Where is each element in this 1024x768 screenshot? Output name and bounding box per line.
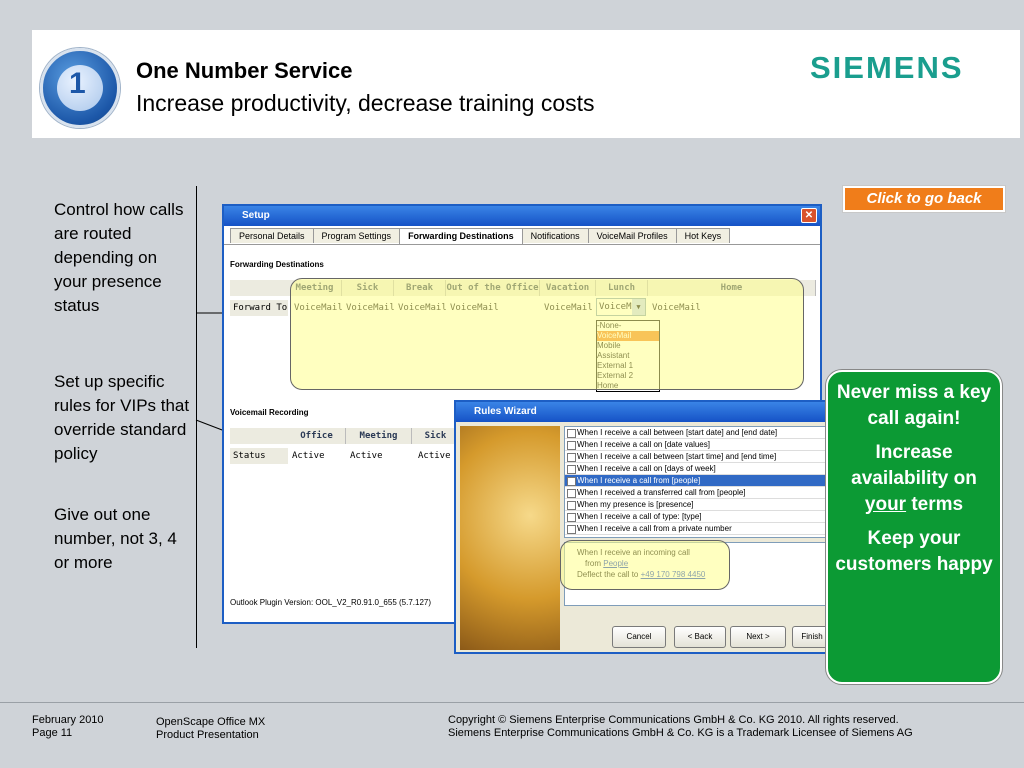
benefits-box <box>826 370 1002 684</box>
rules-wizard-window <box>454 400 834 654</box>
vm-status-sick[interactable]: Active <box>418 451 451 461</box>
benefit-availability: Increase availability on your terms <box>851 442 977 515</box>
tab-hot-keys[interactable]: Hot Keys <box>676 228 731 243</box>
vm-status-office[interactable]: Active <box>292 451 325 461</box>
section-forwarding: Forwarding Destinations <box>230 260 324 269</box>
voicemail-grid <box>230 428 460 538</box>
page-title: One Number Service <box>136 58 353 83</box>
wizard-title: Rules Wizard <box>474 406 537 417</box>
rule-item-selected[interactable]: When I receive a call from [people] <box>565 475 829 487</box>
footer-product2: Product Presentation <box>156 729 259 741</box>
logo-digit: 1 <box>69 67 86 100</box>
fwd-row-label: Forward To <box>230 300 288 316</box>
siemens-brand-logo: SIEMENS <box>810 50 964 85</box>
tab-notifications[interactable]: Notifications <box>522 228 589 243</box>
wizard-titlebar[interactable] <box>456 402 832 422</box>
rule-item[interactable]: When I receive a call between [start date] and [end date] <box>565 427 829 439</box>
highlight-rule <box>560 540 730 590</box>
benefit-your: your <box>864 494 907 515</box>
footer-date: February 2010 <box>32 714 104 726</box>
setup-titlebar[interactable] <box>224 206 820 226</box>
rule-item[interactable]: When I receive a call on [days of week] <box>565 463 829 475</box>
note-one-number: Give out one number, not 3, 4 or more <box>54 505 177 572</box>
footer-page: Page 11 <box>32 727 73 739</box>
vm-row-label: Status <box>230 448 288 464</box>
plugin-version: Outlook Plugin Version: OOL_V2_R0.91.0_655 (5.7.127) <box>230 598 432 607</box>
setup-tabs <box>230 228 729 244</box>
rule-item[interactable]: When my presence is [presence] <box>565 499 829 511</box>
rule-item[interactable]: When I receive a call from a private number <box>565 523 829 535</box>
tab-divider <box>224 244 820 245</box>
highlight-forwarding <box>290 278 804 390</box>
tab-forwarding-destinations[interactable]: Forwarding Destinations <box>399 228 523 244</box>
tab-personal-details[interactable]: Personal Details <box>230 228 314 243</box>
benefit-customers: Keep your customers happy <box>835 528 993 575</box>
finish-button[interactable]: Finish <box>792 626 832 648</box>
footer-copyright1: Copyright © Siemens Enterprise Communications GmbH & Co. KG 2010. All rights reserved. <box>448 714 899 726</box>
wizard-side-image <box>460 426 560 650</box>
rule-item[interactable]: When I receive a call between [start time] and [end time] <box>565 451 829 463</box>
footer-divider <box>0 702 1024 703</box>
next-button[interactable]: Next > <box>730 626 786 648</box>
rule-item[interactable]: When I receive a call of type: [type] <box>565 511 829 523</box>
back-button[interactable]: < Back <box>674 626 726 648</box>
footer-copyright2: Siemens Enterprise Communications GmbH & Co. KG is a Trademark Licensee of Siemens AG <box>448 727 913 739</box>
go-back-button[interactable]: Click to go back <box>843 186 1005 212</box>
vm-col-meeting: Meeting <box>346 428 412 444</box>
vm-col-office: Office <box>288 428 346 444</box>
tab-voicemail-profiles[interactable]: VoiceMail Profiles <box>588 228 677 243</box>
close-icon[interactable]: ✕ <box>801 208 817 223</box>
note-routing: Control how calls are routed depending on your presence status <box>54 200 184 315</box>
vm-header-row <box>230 428 460 444</box>
note-vip-rules: Set up specific rules for VIPs that override standard policy <box>54 372 190 463</box>
vm-status-meeting[interactable]: Active <box>350 451 383 461</box>
vm-col-sick: Sick <box>412 428 460 444</box>
rule-item[interactable]: When I receive a call on [date values] <box>565 439 829 451</box>
rule-item[interactable]: When I received a transferred call from [people] <box>565 487 829 499</box>
cancel-button[interactable]: Cancel <box>612 626 666 648</box>
page-subtitle: Increase productivity, decrease training costs <box>136 90 595 116</box>
setup-title: Setup <box>242 210 270 221</box>
tab-program-settings[interactable]: Program Settings <box>313 228 401 243</box>
benefit-never-miss: Never miss a key call again! <box>836 382 992 429</box>
footer-product1: OpenScape Office MX <box>156 716 266 728</box>
rules-list <box>564 426 830 538</box>
section-voicemail: Voicemail Recording <box>230 408 309 417</box>
